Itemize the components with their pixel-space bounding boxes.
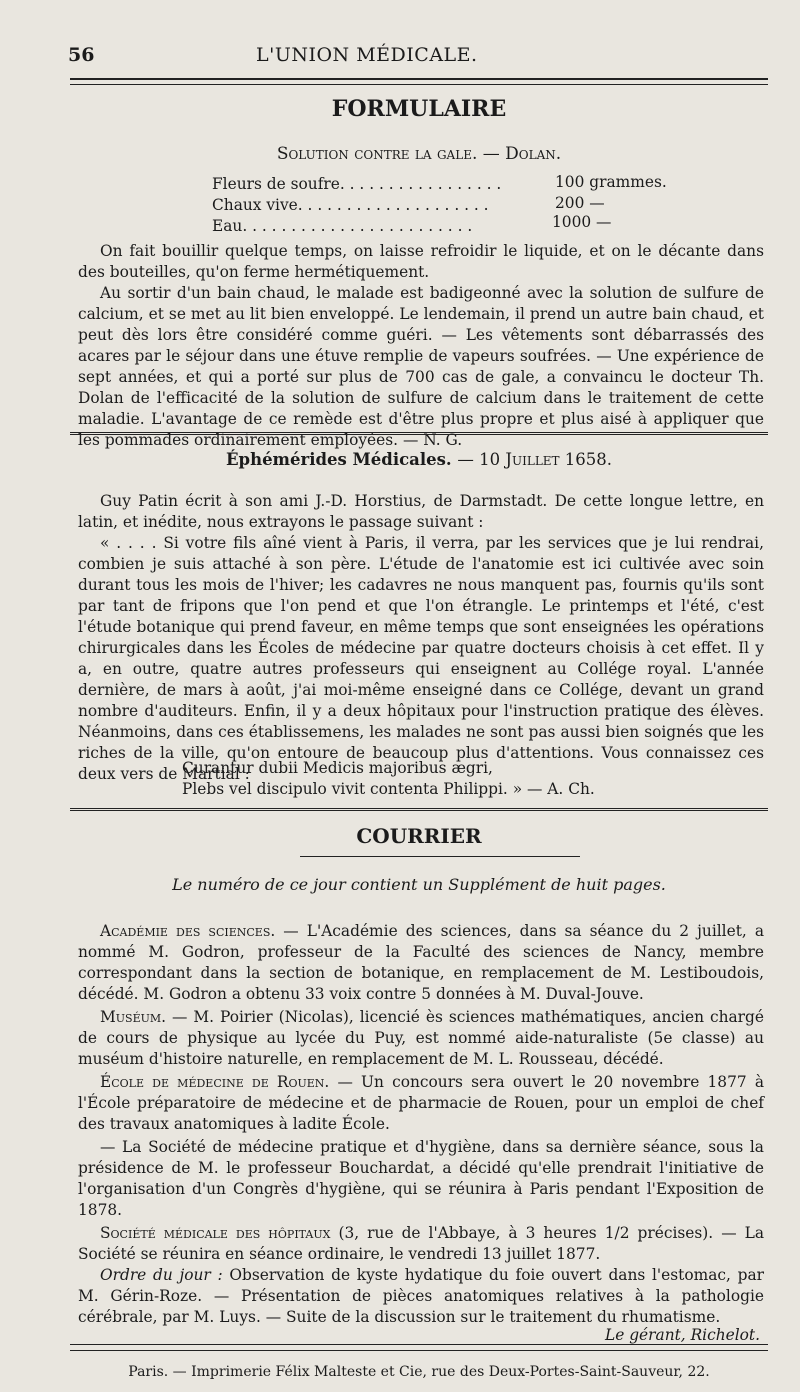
courrier-rule (300, 856, 580, 857)
news-item (78, 1072, 764, 1135)
ingredient-name: Chaux vive. . . . . . . . . . . . . . . . . . . . (212, 196, 489, 214)
section-divider (70, 808, 768, 814)
ingredient-qty: 200 — (555, 194, 605, 212)
news-item (78, 1137, 764, 1221)
news-lead: Académie des sciences. (100, 922, 276, 940)
page-header (68, 44, 760, 74)
ingredient-qty: 1000 — (552, 213, 612, 231)
manager-signature: Le gérant, Richelot. (604, 1326, 760, 1344)
header-rule-thin (70, 84, 768, 85)
courrier-title: COURRIER (356, 824, 482, 848)
formulaire-subtitle: Solution contre la gale. — Dolan. (276, 144, 562, 164)
supplement-notice: Le numéro de ce jour contient un Supplément de huit pages. (172, 875, 666, 894)
news-body: — M. Poirier (Nicolas), licencié ès sciences mathématiques, ancien chargé de cours de physique au lycée du Puy, est nommé aide-naturaliste (5e classe) au muséum d'histoire naturelle, en remplacement de M. L. Rousseau, décédé. (78, 1008, 764, 1068)
formulaire-text (78, 241, 764, 451)
news-item (78, 1223, 764, 1265)
ephemerides-text (78, 491, 764, 785)
news-body: Observation de kyste hydatique du foie ouvert dans l'estomac, par M. Gérin-Roze. — Présentation de pièces anatomiques relatives à la pathologie cérébrale, par M. Luys. — Suite de la discussion sur le traitement du rhumatisme. (78, 1266, 764, 1326)
page-number: 56 (68, 44, 95, 66)
ephemerides-title: Éphémérides Médicales. (225, 450, 452, 469)
verse-line: Curantur dubii Medicis majoribus ægri, (182, 759, 493, 777)
footer-rule (70, 1344, 768, 1345)
news-lead: Muséum. (100, 1008, 167, 1026)
journal-title: L'UNION MÉDICALE. (256, 44, 478, 66)
ephemerides-intro: Guy Patin écrit à son ami J.-D. Horstius, de Darmstadt. De cette longue lettre, en latin, et inédite, nous extrayons le passage suivant : (78, 492, 764, 531)
footer-rule-thin (70, 1350, 768, 1351)
formulaire-paragraph: Au sortir d'un bain chaud, le malade est badigeonné avec la solution de sulfure de calcium, et se met au lit bien enveloppé. Le lendemain, il prend un autre bain chaud, et peut dès lors être considéré comme guéri. — Les vêtements sont débarrassés des acares par le séjour dans une étuve remplie de vapeurs soufrées. — Une expérience de sept années, et qui a porté sur plus de 700 cas de gale, a convaincu le docteur Th. Dolan de l'efficacité de la solution de sulfure de calcium dans le traitement de cette maladie. L'avantage de ce remède est d'être plus propre et plus aisé à appliquer que les pommades ordinairement employées. — N. G. (78, 284, 764, 449)
ingredient-name: Fleurs de soufre. . . . . . . . . . . . . . . . . (212, 175, 502, 193)
news-lead: École de médecine de Rouen. (100, 1073, 330, 1091)
ingredient-name: Eau. . . . . . . . . . . . . . . . . . . . . . . . (212, 217, 473, 235)
header-rule (70, 78, 768, 80)
formulaire-title: FORMULAIRE (331, 96, 507, 122)
verse-line: Plebs vel discipulo vivit contenta Philippi. » — A. Ch. (182, 780, 595, 798)
news-item (78, 921, 764, 1005)
news-body: (3, rue de l'Abbaye, à 3 heures 1/2 précises). — La Société se réunira en séance ordinaire, le vendredi 13 juillet 1877. (78, 1224, 764, 1263)
ephemerides-date: — 10 Juillet 1658. (457, 450, 613, 469)
section-divider (70, 432, 768, 438)
news-item (78, 1265, 764, 1328)
ephemerides-heading (70, 450, 768, 469)
formulaire-paragraph: On fait bouillir quelque temps, on laisse refroidir le liquide, et on le décante dans des bouteilles, qu'on ferme hermétiquement. (78, 242, 764, 281)
news-lead: Ordre du jour : (100, 1266, 223, 1284)
courrier-text (78, 921, 764, 1328)
news-lead: Société médicale des hôpitaux (100, 1224, 331, 1242)
news-body: — L'Académie des sciences, dans sa séance du 2 juillet, a nommé M. Godron, professeur de la Faculté des sciences de Nancy, membre correspondant dans la section de botanique, en remplacement de M. Lestiboudois, décédé. M. Godron a obtenu 33 voix contre 5 données à M. Duval-Jouve. (78, 922, 764, 1003)
printer-line: Paris. — Imprimerie Félix Malteste et Cie, rue des Deux-Portes-Saint-Sauveur, 22. (128, 1364, 710, 1380)
news-body: — Un concours sera ouvert le 20 novembre 1877 à l'École préparatoire de médecine et de pharmacie de Rouen, pour un emploi de chef des travaux anatomiques à ladite École. (78, 1073, 764, 1133)
news-body: — La Société de médecine pratique et d'hygiène, dans sa dernière séance, sous la présidence de M. le professeur Bouchardat, a décidé qu'elle prendrait l'initiative de l'organisation d'un Congrès d'hygiène, qui se réunira à Paris pendant l'Exposition de 1878. (78, 1138, 764, 1219)
news-item (78, 1007, 764, 1070)
ephemerides-quote: « . . . . Si votre fils aîné vient à Paris, il verra, par les services que je lui rendrai, combien je suis attaché à son père. L'étude de l'anatomie est ici cultivée avec soin durant tous les mois de l'hiver; les cadavres ne nous manquent pas, fournis qu'ils sont par tant de fripons que l'on pend et que l'on étrangle. Le printemps et l'été, c'est l'étude botanique qui prend faveur, en même temps que sont enseignées les opérations chirurgicales dans les Écoles de médecine par quatre docteurs choisis à cet effet. Il y a, en outre, quatre autres professeurs qui enseignent au Collége royal. L'année dernière, de mars à août, j'ai moi-même enseigné dans ce Collége, devant un grand nombre d'auditeurs. Enfin, il y a deux hôpitaux pour l'instruction pratique des élèves. Néanmoins, dans ces établissemens, les malades ne sont pas aussi bien soignés que les riches de la ville, qu'on entoure de beaucoup plus d'attentions. Vous connaissez ces deux vers de Martial : (78, 534, 764, 783)
ingredient-qty: 100 grammes. (555, 173, 667, 191)
